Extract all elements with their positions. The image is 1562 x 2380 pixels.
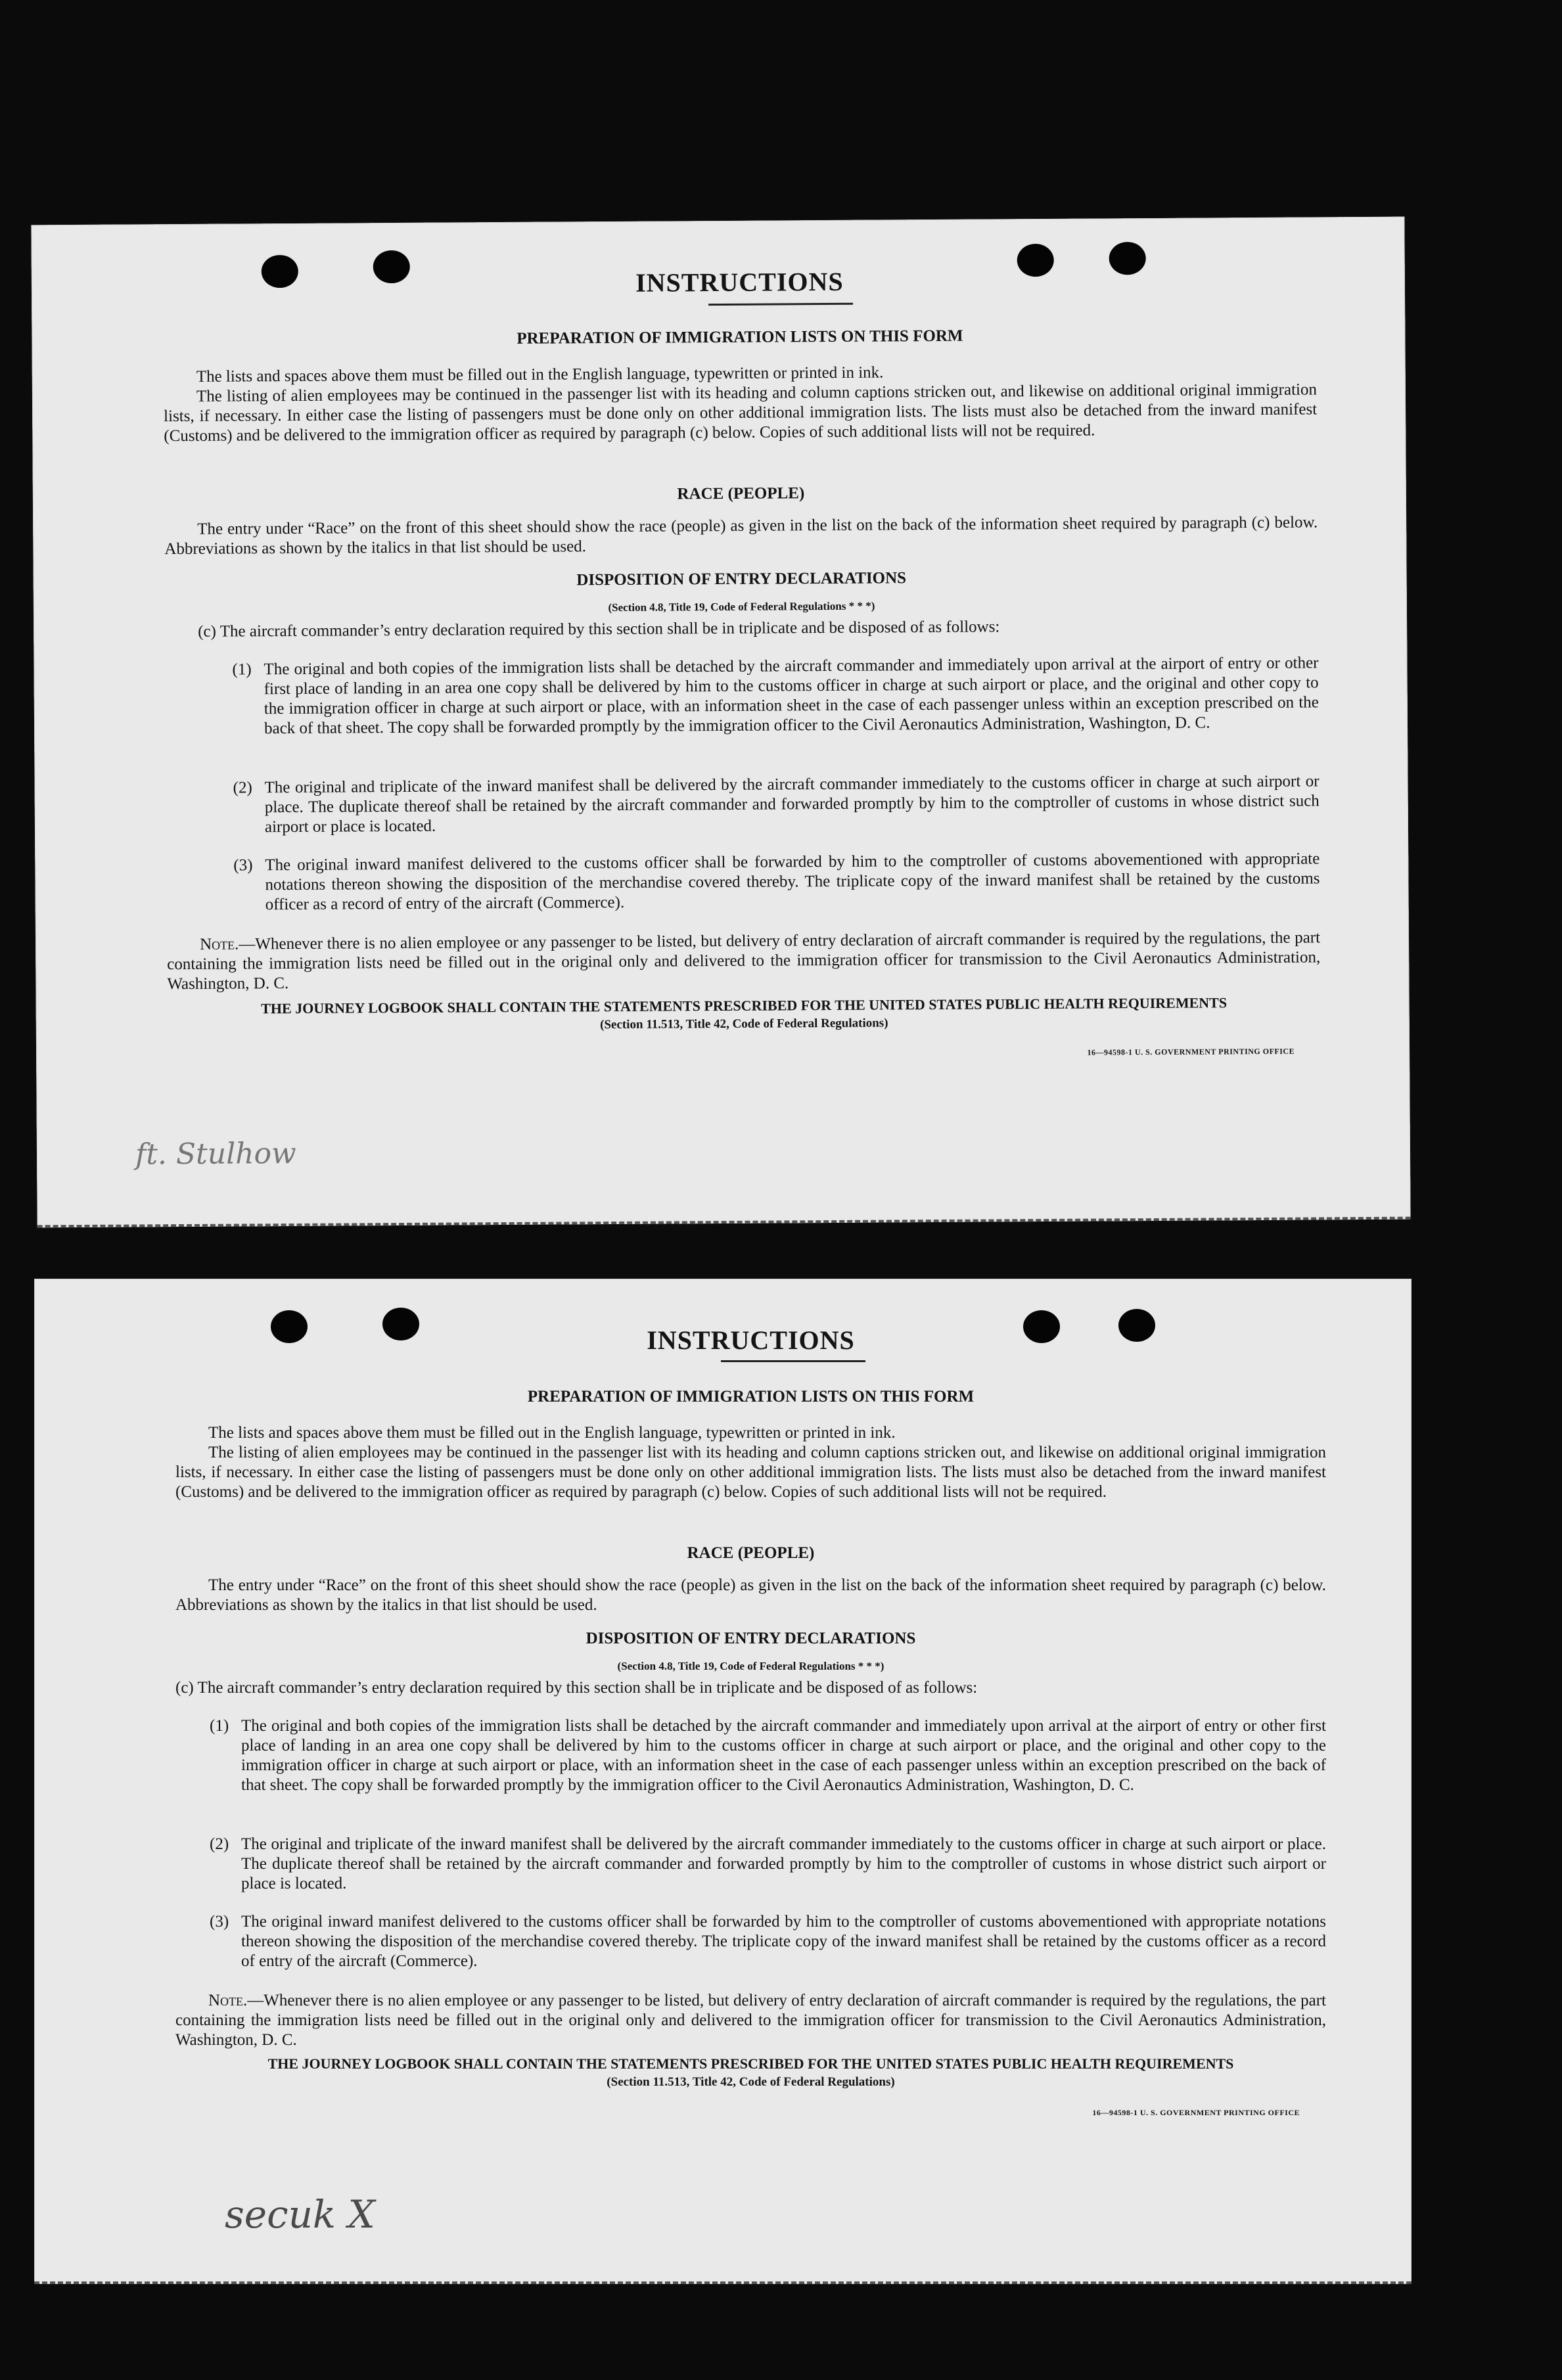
section-heading-disposition: DISPOSITION OF ENTRY DECLARATIONS bbox=[586, 1630, 916, 1647]
perforated-edge bbox=[37, 1213, 1411, 1228]
list-item: (3) The original inward manifest delivered to the customs officer shall be forwarded by him to the comptroller of customs abovementioned with appropriate notations thereon showing the disposition of the merchandise covered thereby. The triplicate copy of the inward manifest shall be retained by the customs officer as a record of entry of the aircraft (Commerce). bbox=[233, 850, 1320, 914]
section-heading-race: RACE (PEOPLE) bbox=[677, 484, 805, 503]
title-underline bbox=[721, 1360, 865, 1362]
citation-section-11-513: (Section 11.513, Title 42, Code of Federal Regulations) bbox=[607, 2075, 895, 2089]
citation-section-11-513: (Section 11.513, Title 42, Code of Federal Regulations) bbox=[600, 1016, 888, 1032]
list-item: (1) The original and both copies of the immigration lists shall be detached by the aircraft commander and immediately upon arrival at the airport of entry or other first place of landing in an area one copy shall be delivered by him to the customs officer in charge at such airport or place, and the original and other copy to the immigration officer in charge at such airport or place, with an information sheet in the case of each passenger unless within an exception prescribed on the back of that sheet. The copy shall be forwarded promptly by the immigration officer to the Civil Aeronautics Administration, Washington, D. C. bbox=[210, 1717, 1326, 1794]
list-item: (1) The original and both copies of the immigration lists shall be detached by the aircraft commander and immediately upon arrival at the airport of entry or other first place of landing in an area one copy shall be delivered by him to the customs officer in charge at such airport or place, and the original and other copy to the immigration officer in charge at such airport or place, with an information sheet in the case of each passenger unless within an exception prescribed on the back of that sheet. The copy shall be forwarded promptly by the immigration officer to the Civil Aeronautics Administration, Washington, D. C. bbox=[232, 654, 1319, 738]
handwritten-scrawl: secuk X bbox=[225, 2192, 375, 2237]
printing-office-code: 16—94598-1 U. S. GOVERNMENT PRINTING OFFICE bbox=[1092, 2108, 1300, 2117]
paragraph-c-intro: (c) The aircraft commander’s entry declaration required by this section shall be in triplicate and be disposed of as follows: bbox=[198, 618, 1000, 641]
paragraph-lists-alien: The listing of alien employees may be continued in the passenger list with its heading and column captions stricken out, and likewise on additional original immigration lists, if necessary. In either case the listing of passengers must be done only on other additional immigration lists. The lists must also be detached from the inward manifest (Customs) and be delivered to the immigration officer as required by paragraph (c) below. Copies of such additional lists will not be required. bbox=[164, 380, 1318, 446]
title-underline bbox=[708, 303, 853, 306]
citation-section-4-8: (Section 4.8, Title 19, Code of Federal Regulations * * *) bbox=[617, 1660, 884, 1672]
instruction-sheet-top bbox=[31, 217, 1410, 1228]
instructions-content bbox=[162, 217, 1321, 1057]
paragraph-note: Note.—Whenever there is no alien employee or any passenger to be listed, but delivery of entry declaration of aircraft commander is required by the regulations, the part containing the immigration lists need be filled out in the original only and delivered to the immigration officer for transmission to the Civil Aeronautics Administration, Washington, D. C. bbox=[167, 928, 1321, 994]
instructions-title: INSTRUCTIONS bbox=[635, 266, 844, 298]
citation-section-4-8: (Section 4.8, Title 19, Code of Federal Regulations * * *) bbox=[608, 599, 875, 614]
printing-office-code: 16—94598-1 U. S. GOVERNMENT PRINTING OFFICE bbox=[1087, 1046, 1295, 1057]
list-item: (2) The original and triplicate of the inward manifest shall be delivered by the aircraft commander immediately to the customs officer in charge at such airport or place. The duplicate thereof shall be retained by the aircraft commander and forwarded promptly by him to the comptroller of customs in whose district such airport or place is located. bbox=[210, 1835, 1326, 1892]
journey-logbook-heading: THE JOURNEY LOGBOOK SHALL CONTAIN THE STATEMENTS PRESCRIBED FOR THE UNITED STATES PUBLIC HEALTH REQUIREMENTS bbox=[267, 2055, 1234, 2072]
paragraph-race: The entry under “Race” on the front of this sheet should show the race (people) as given in the list on the back of the information sheet required by paragraph (c) below. Abbreviations as shown by the italics in that list should be used. bbox=[175, 1576, 1326, 1614]
section-heading-lists: PREPARATION OF IMMIGRATION LISTS ON THIS FORM bbox=[527, 1388, 975, 1406]
list-item: (2) The original and triplicate of the inward manifest shall be delivered by the aircraft commander immediately to the customs officer in charge at such airport or place. The duplicate thereof shall be retained by the aircraft commander and forwarded promptly by him to the comptroller of customs in whose district such airport or place is located. bbox=[233, 772, 1320, 836]
instructions-title: INSTRUCTIONS bbox=[647, 1325, 855, 1355]
section-heading-lists: PREPARATION OF IMMIGRATION LISTS ON THIS FORM bbox=[517, 327, 963, 348]
section-heading-disposition: DISPOSITION OF ENTRY DECLARATIONS bbox=[576, 569, 907, 589]
journey-logbook-heading: THE JOURNEY LOGBOOK SHALL CONTAIN THE STATEMENTS PRESCRIBED FOR THE UNITED STATES PUBLIC HEALTH REQUIREMENTS bbox=[261, 994, 1228, 1017]
perforated-edge bbox=[34, 2277, 1412, 2284]
paragraph-race: The entry under “Race” on the front of this sheet should show the race (people) as given in the list on the back of the information sheet required by paragraph (c) below. Abbreviations as shown by the italics in that list should be used. bbox=[164, 513, 1318, 559]
list-item: (3) The original inward manifest delivered to the customs officer shall be forwarded by him to the comptroller of customs abovementioned with appropriate notations thereon showing the disposition of the merchandise covered thereby. The triplicate copy of the inward manifest shall be retained by the customs officer as a record of entry of the aircraft (Commerce). bbox=[210, 1913, 1326, 1970]
section-heading-race: RACE (PEOPLE) bbox=[687, 1544, 815, 1562]
paragraph-lists-alien: The listing of alien employees may be continued in the passenger list with its heading and column captions stricken out, and likewise on additional original immigration lists, if necessary. In either case the listing of passengers must be done only on other additional immigration lists. The lists must also be detached from the inward manifest (Customs) and be delivered to the immigration officer as required by paragraph (c) below. Copies of such additional lists will not be required. bbox=[175, 1444, 1326, 1501]
paragraph-note: Note.—Whenever there is no alien employee or any passenger to be listed, but delivery of entry declaration of aircraft commander is required by the regulations, the part containing the immigration lists need be filled out in the original only and delivered to the immigration officer for transmission to the Civil Aeronautics Administration, Washington, D. C. bbox=[175, 1992, 1326, 2049]
instruction-sheet-bottom bbox=[34, 1279, 1412, 2284]
handwritten-scrawl: ft. Stulhow bbox=[135, 1136, 296, 1172]
paragraph-lists-language: The lists and spaces above them must be filled out in the English language, typewritten or printed in ink. bbox=[196, 363, 884, 386]
paragraph-c-intro: (c) The aircraft commander’s entry declaration required by this section shall be in triplicate and be disposed of as follows: bbox=[175, 1679, 978, 1697]
paragraph-lists-language: The lists and spaces above them must be filled out in the English language, typewritten or printed in ink. bbox=[208, 1424, 896, 1442]
